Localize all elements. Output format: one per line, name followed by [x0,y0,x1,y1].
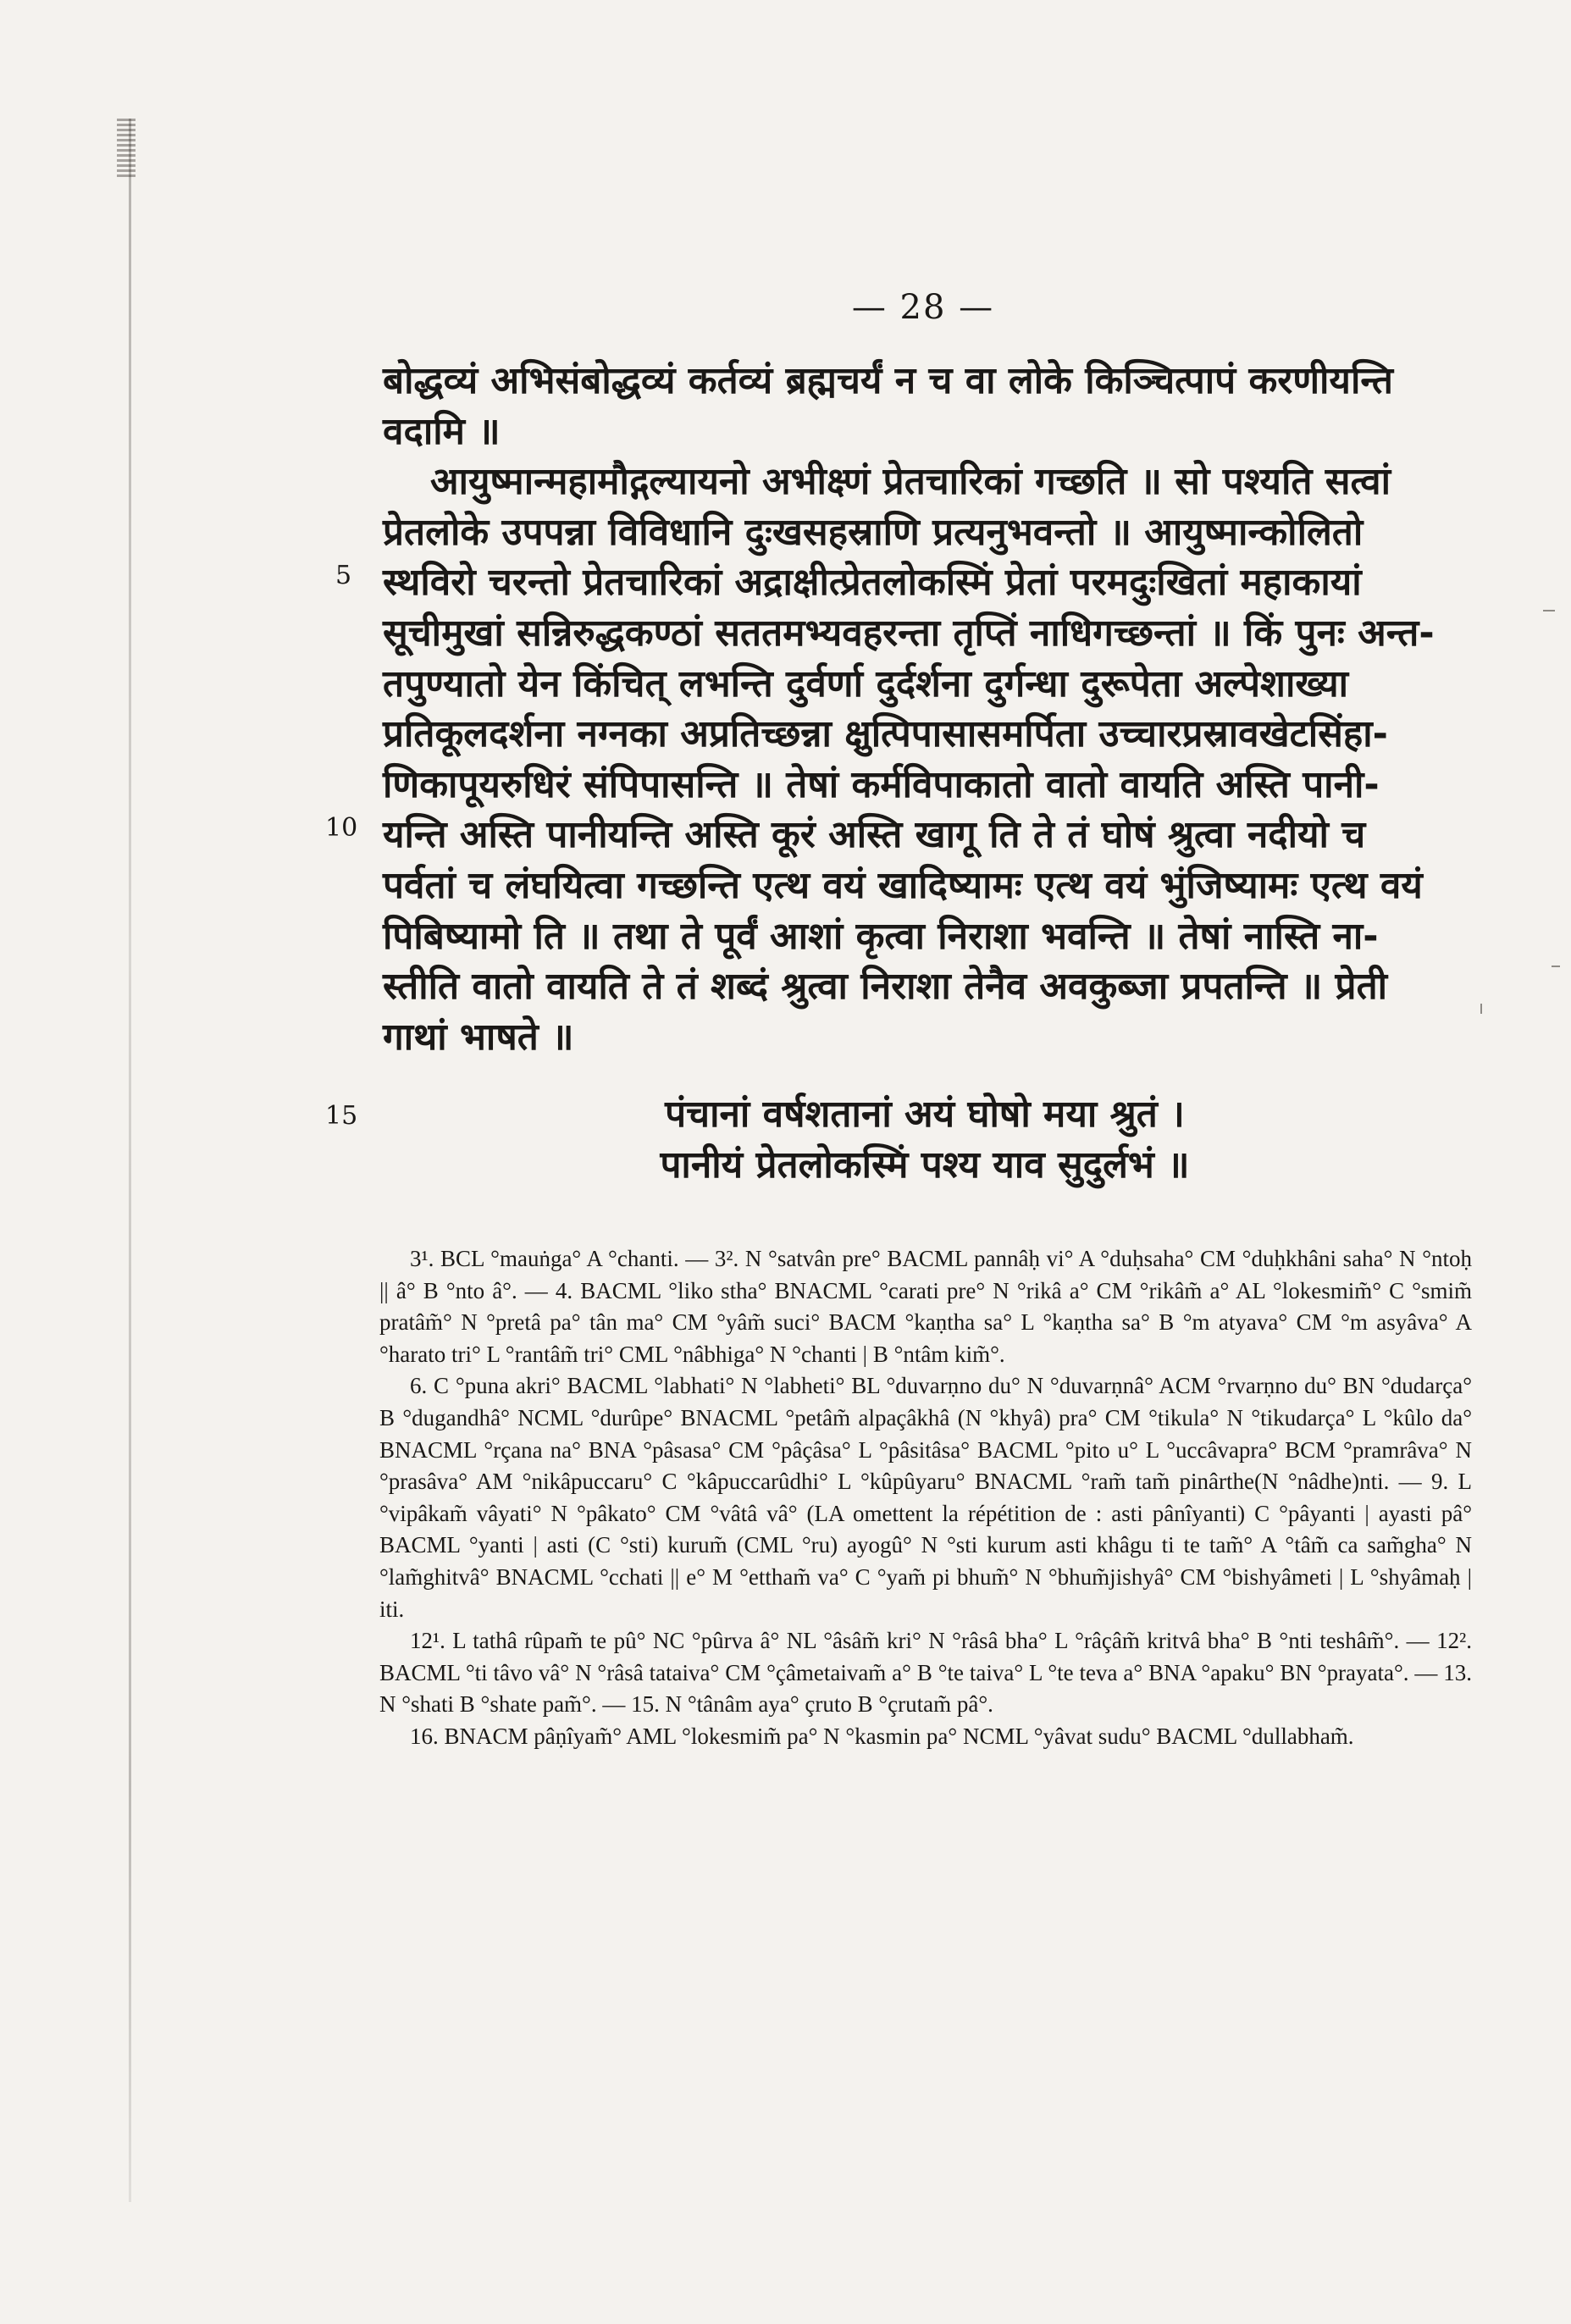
text-line: णिकापूयरुधिरं संपिपासन्ति ॥ तेषां कर्मविपाकातो वातो वायति अस्ति पानी- [383,762,1380,806]
text-line: वदामि ॥ [383,409,501,453]
page-number: — 28 — [851,288,995,327]
text-line: स्तीति वातो वायति ते तं शब्दं श्रुत्वा निराशा तेनैव अवकुब्जा प्रपतन्ति ॥ प्रेती [383,965,1388,1009]
margin-mark [1552,966,1560,967]
line-number-5: 5 [335,561,352,590]
text-line: गाथां भाषते ॥ [383,1015,574,1059]
note-paragraph: 12¹. L tathâ rûpam̃ te pû° NC °pûrva â° NL °âsâm̃ kri° N °râsâ bha° L °râçâm̃ kritvâ bha° B °nti teshâm̃°. — 12². BACML °ti tâvo vâ° N °râsâ tataiva° CM °çâmetaivam̃ a° B °te taiva° L °te teva a° BNA °apaku° BN °prayata°. — 13. N °shati B °shate pam̃°. — 15. N °tânâm aya° çruto B °çrutam̃ pâ°. [379,1628,1472,1718]
binding-mark [117,119,136,178]
text-line: यन्ति अस्ति पानीयन्ति अस्ति कूरं अस्ति खागू ति ते तं घोषं श्रुत्वा नदीयो च [383,813,1366,857]
text-line: प्रतिकूलदर्शना नग्नका अप्रतिच्छन्ना क्षुत्पिपासासमर्पिता उच्चारप्रस्रावखेटसिंहा- [383,712,1388,756]
sanskrit-prose [383,356,1467,1062]
verse-line: पानीयं प्रेतलोकस्मिं पश्य याव सुदुर्लभं ॥ [660,1143,1190,1187]
text-line: आयुष्मान्महामौद्गल्यायनो अभीक्ष्णं प्रेतचारिकां गच्छति ॥ सो पश्यति सत्वां [430,460,1391,504]
binding-edge [129,119,131,2202]
text-line: सूचीमुखां सन्निरुद्धकण्ठां सततमभ्यवहरन्ता तृप्तिं नाधिगच्छन्तां ॥ किं पुनः अन्त- [383,611,1435,655]
text-line: पिबिष्यामो ति ॥ तथा ते पूर्वं आशां कृत्वा निराशा भवन्ति ॥ तेषां नास्ति ना- [383,914,1379,958]
text-line: तपुण्यातो येन किंचित् लभन्ति दुर्वर्णा दुर्दर्शना दुर्गन्धा दुरूपेता अल्पेशाख्या [383,661,1349,706]
line-number-15: 15 [325,1101,358,1131]
note-paragraph: 6. C °puna akri° BACML °labhati° N °labheti° BL °duvarṇno du° N °duvarṇnâ° ACM °rvarṇno du° BN °dudarça° B °dugandhâ° NCML °durûpe° BNACML °petâm̃ alpaçâkhâ (N °khyâ) pra° CM °tikula° N °tikudarça° L °kûlo da° BNACML °rçana na° BNA °pâsasa° CM °pâçâsa° L °pâsitâsa° BACML °pito u° L °uccâvapra° BCM °pramrâva° N °prasâva° AM °nikâpuccaru° C °kâpuccarûdhi° L °kûpûyaru° BNACML °ram̃ tam̃ pinârthe(N °nâdhe)nti. — 9. L °vipâkam̃ vâyati° N °pâkato° CM °vâtâ vâ° (LA omettent la répétition de : asti pânîyanti) C °pâyanti | ayasti pâ° BACML °yanti | asti (C °sti) kurum̃ (CML °ru) ayogû° N °sti kurum asti khâgu ti te tam̃° A °tâm̃ ca sam̃gha° N °lam̃ghitvâ° BNACML °cchati || e° M °ettham̃ va° C °yam̃ pi bhum̃° N °bhum̃jishyâ° CM °bishyâmeti | L °shyâmaḥ | iti. [379,1373,1472,1622]
text-line: बोद्धव्यं अभिसंबोद्धव्यं कर्तव्यं ब्रह्मचर्यं न च वा लोके किञ्चित्पापं करणीयन्ति [383,359,1393,402]
text-line: स्थविरो चरन्तो प्रेतचारिकां अद्राक्षीत्प्रेतलोकस्मिं प्रेतां परमदुःखितां महाकायां [383,561,1362,605]
margin-mark [1480,1004,1482,1014]
note-paragraph: 3¹. BCL °mauṅga° A °chanti. — 3². N °satvân pre° BACML pannâḥ vi° A °duḥsaha° CM °duḥkhâni saha° N °ntoḥ || â° B °nto â°. — 4. BACML °liko stha° BNACML °carati pre° N °rikâ a° CM °rikâm̃ a° AL °lokesmim̃° C °smim̃ pratâm̃° N °pretâ pa° tân ma° CM °yâm̃ suci° BACM °kaṇtha sa° L °kaṇtha sa° B °m atyava° CM °m asyâva° A °harato tri° L °rantâm̃ tri° CML °nâbhiga° N °chanti | B °ntâm kim̃°. [379,1246,1472,1367]
verse-line: पंचानां वर्षशतानां अयं घोषो मया श्रुतं । [665,1093,1185,1136]
margin-mark [1543,610,1555,611]
line-number-10: 10 [325,813,358,843]
text-line: पर्वतां च लंघयित्वा गच्छन्ति एत्थ वयं खादिष्यामः एत्थ वयं भुंजिष्यामः एत्थ वयं [383,863,1423,907]
note-paragraph: 16. BNACM pâṇîyam̃° AML °lokesmim̃ pa° N °kasmin pa° NCML °yâvat sudu° BACML °dullabham̃. [410,1723,1354,1749]
critical-apparatus [379,1243,1472,1753]
verse-block [383,1089,1467,1191]
text-line: प्रेतलोके उपपन्ना विविधानि दुःखसहस्राणि प्रत्यनुभवन्तो ॥ आयुष्मान्कोलितो [383,510,1364,554]
